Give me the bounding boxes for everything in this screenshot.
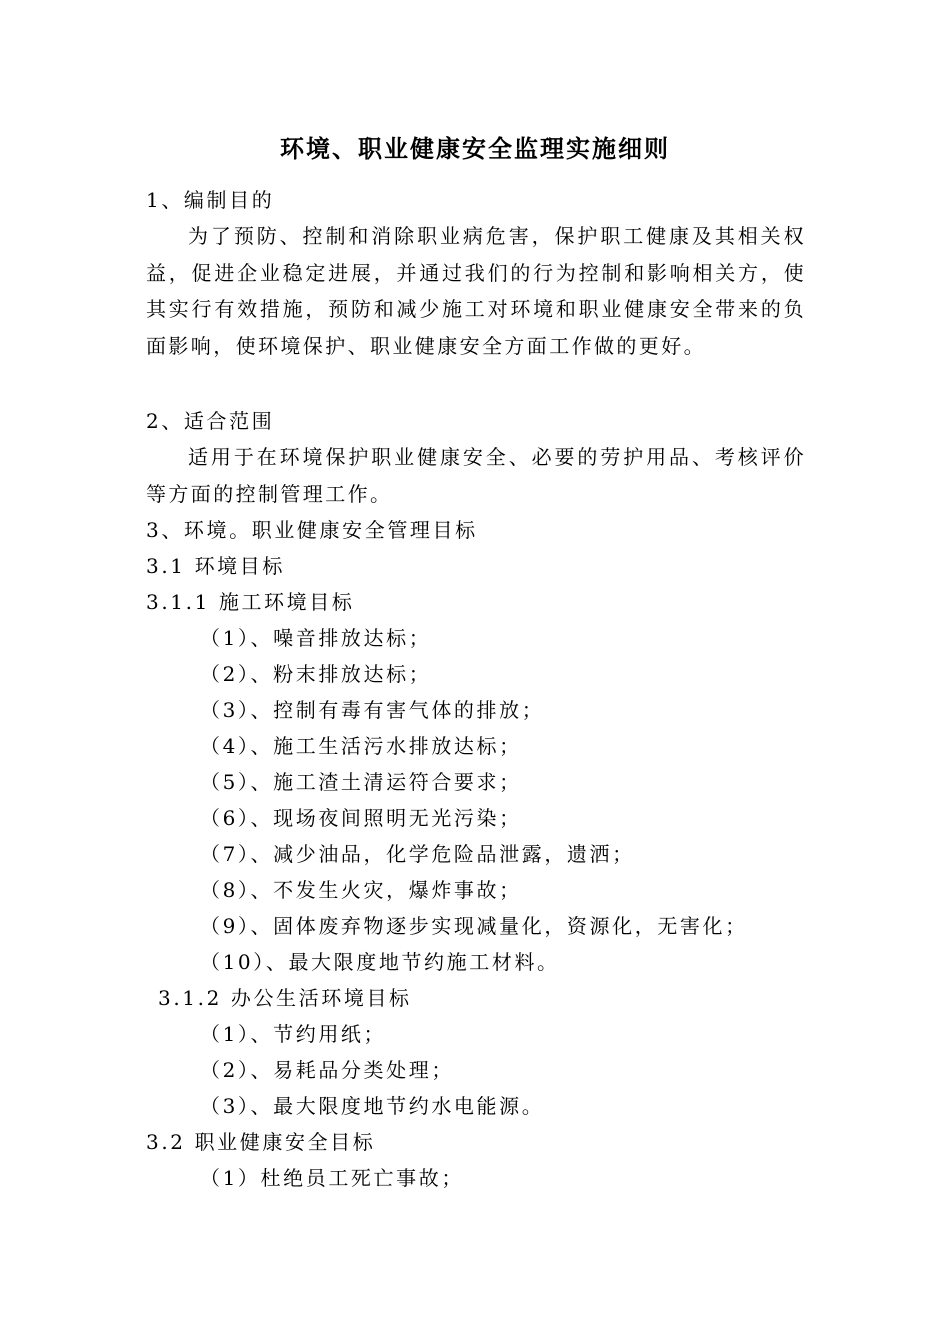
- list-item: （6）、现场夜间照明无光污染；: [200, 806, 522, 830]
- list-item: （10）、最大限度地节约施工材料。: [200, 950, 560, 974]
- list-item: （8）、不发生火灾，爆炸事故；: [200, 878, 522, 902]
- section-3-heading: 3、环境。职业健康安全管理目标: [146, 518, 478, 542]
- section-2-body: 适用于在环境保护职业健康安全、必要的劳护用品、考核评价等方面的控制管理工作。: [146, 445, 806, 506]
- list-item: （3）、控制有毒有害气体的排放；: [200, 698, 545, 722]
- list-item: （5）、施工渣土清运符合要求；: [200, 770, 522, 794]
- list-item: （2）、粉末排放达标；: [200, 662, 432, 686]
- list-item: （4）、施工生活污水排放达标；: [200, 734, 522, 758]
- list-item: （2）、易耗品分类处理；: [200, 1058, 454, 1082]
- document-title: 环境、职业健康安全监理实施细则: [280, 134, 670, 163]
- section-3-1-2-heading: 3.1.2 办公生活环境目标: [158, 986, 412, 1010]
- list-item: （9）、固体废弃物逐步实现减量化，资源化，无害化；: [200, 914, 748, 938]
- section-3-2-heading: 3.2 职业健康安全目标: [146, 1130, 376, 1154]
- list-item: （7）、减少油品，化学危险品泄露，遗洒；: [200, 842, 635, 866]
- list-item: （1）、节约用纸；: [200, 1022, 387, 1046]
- list-item: （1）杜绝员工死亡事故；: [200, 1166, 464, 1190]
- section-3-1-heading: 3.1 环境目标: [146, 554, 285, 578]
- section-2-heading: 2、适合范围: [146, 409, 275, 433]
- section-1-body: 为了预防、控制和消除职业病危害，保护职工健康及其相关权益，促进企业稳定进展，并通过我们的行为控制和影响相关方，使其实行有效措施，预防和减少施工对环境和职业健康安全带来的负面影响，使环境保护、职业健康安全方面工作做的更好。: [146, 224, 806, 358]
- list-item: （3）、最大限度地节约水电能源。: [200, 1094, 545, 1118]
- section-1-heading: 1、编制目的: [146, 188, 275, 212]
- section-3-1-1-heading: 3.1.1 施工环境目标: [146, 590, 355, 614]
- list-item: （1）、噪音排放达标；: [200, 626, 432, 650]
